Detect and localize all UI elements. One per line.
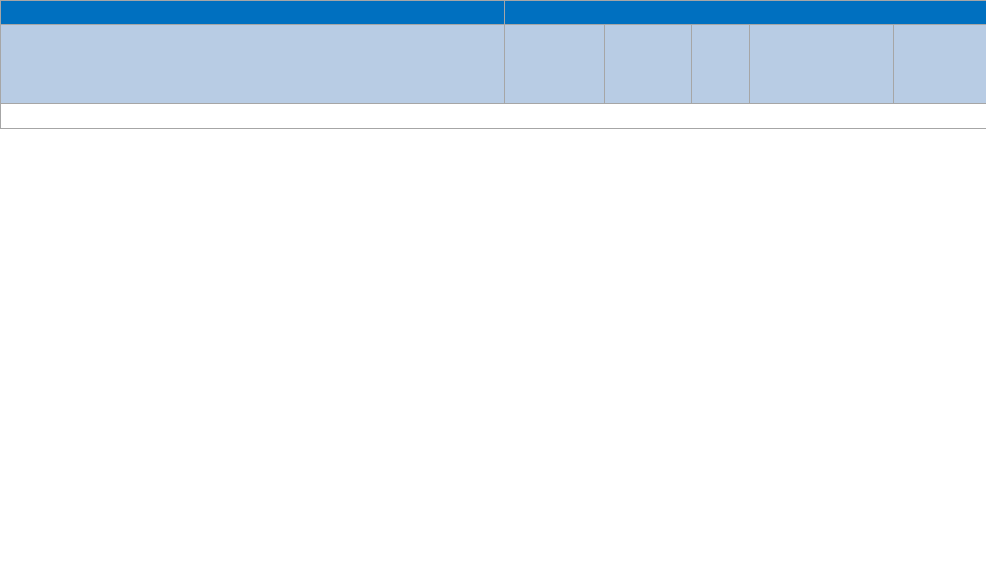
deadline-april-header [605,25,692,104]
deadline-30-days-header [750,25,894,104]
deadline-table [0,0,986,129]
section-title [1,104,986,129]
contract-type-header [1,1,505,25]
deadline-november-header [894,25,986,104]
deadlines-header [505,1,986,25]
deadline-march-header [505,25,605,104]
deadline-may-header [692,25,750,104]
tasks-column-header [1,25,505,104]
